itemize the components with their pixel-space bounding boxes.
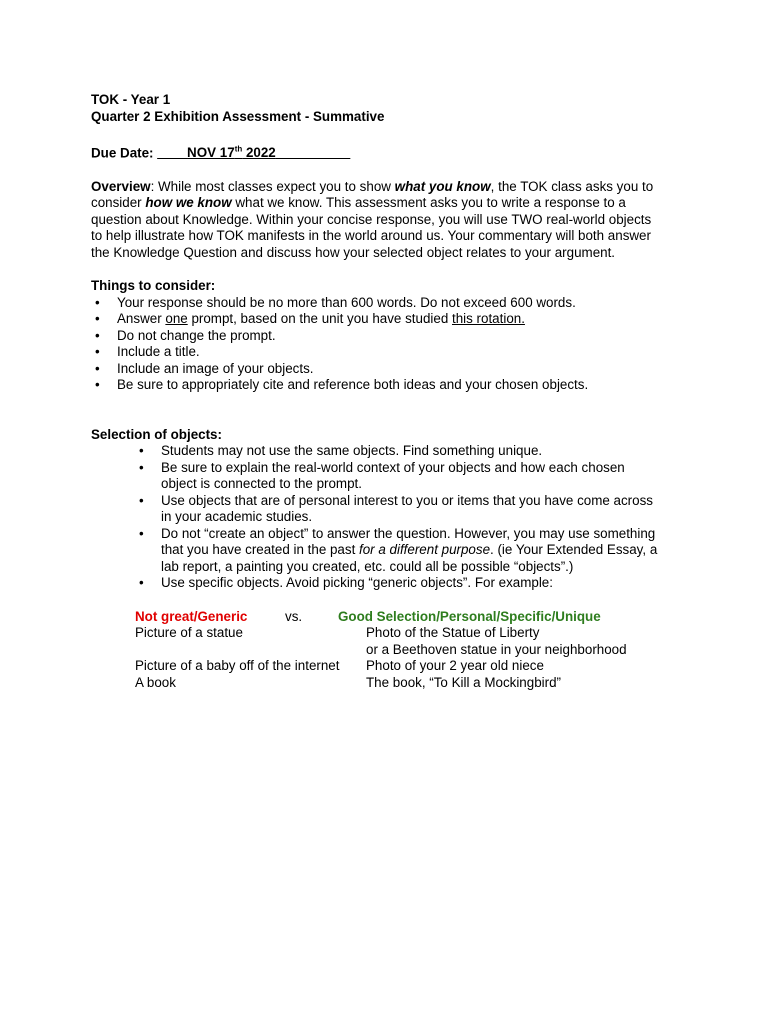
due-date-value bbox=[157, 145, 350, 160]
list-item bbox=[135, 526, 661, 576]
list-item-text: Do not “create an object” to answer the question. However, you may use something that you have created in the past bbox=[161, 525, 656, 558]
good-example: Photo of your 2 year old niece bbox=[366, 658, 544, 674]
list-item-text: Be sure to appropriately cite and reference both ideas and your chosen objects. bbox=[117, 377, 589, 393]
overview-text: , the TOK class asks you to bbox=[490, 178, 654, 194]
good-header: Good Selection/Personal/Specific/Unique bbox=[338, 608, 601, 624]
due-date-date: NOV 17 bbox=[187, 145, 235, 161]
list-item-text: Use objects that are of personal interest to you or items that you have come across in your academic studies. bbox=[161, 492, 653, 525]
due-date-trail: __________ bbox=[275, 145, 351, 161]
bullet-icon: • bbox=[139, 525, 144, 541]
due-date-sup: th bbox=[234, 145, 243, 154]
due-date-line bbox=[91, 142, 691, 162]
section-title: Things to consider: bbox=[91, 278, 216, 294]
bullet-icon: • bbox=[139, 492, 144, 508]
list-item-text: Students may not use the same objects. Find something unique. bbox=[161, 443, 543, 459]
list-item-text: prompt, based on the unit you have studied bbox=[187, 311, 452, 327]
overview-text: consider bbox=[91, 195, 146, 211]
bullet-icon: • bbox=[95, 327, 100, 343]
generic-example: Picture of a baby off of the internet bbox=[135, 658, 340, 674]
bullet-icon: • bbox=[95, 294, 100, 310]
list-item-text: Do not change the prompt. bbox=[117, 327, 276, 343]
due-date-year: 2022 bbox=[242, 145, 276, 161]
list-item-text: Use specific objects. Avoid picking “generic objects”. For example: bbox=[161, 575, 553, 591]
versus-label: vs. bbox=[285, 608, 303, 624]
good-example: Photo of the Statue of Liberty bbox=[366, 625, 540, 641]
section-title: Selection of objects: bbox=[91, 426, 222, 442]
list-item bbox=[135, 575, 661, 592]
bullet-icon: • bbox=[139, 575, 144, 591]
list-item-emphasis: this rotation. bbox=[452, 311, 525, 327]
overview-text: the Knowledge Question and discuss how your selected object relates to your argument. bbox=[91, 244, 616, 260]
bullet-icon: • bbox=[95, 311, 100, 327]
list-item bbox=[91, 361, 691, 378]
list-item bbox=[135, 493, 661, 526]
list-item-text: Your response should be no more than 600 words. Do not exceed 600 words. bbox=[117, 294, 576, 310]
overview-text: question about Knowledge. Within your concise response, you will use TWO real-world objects bbox=[91, 211, 652, 227]
overview-emphasis: what you know bbox=[394, 178, 491, 194]
bullet-icon: • bbox=[139, 443, 144, 459]
bullet-icon: • bbox=[139, 459, 144, 475]
list-item bbox=[91, 377, 691, 394]
good-example: The book, “To Kill a Mockingbird” bbox=[366, 674, 561, 690]
list-item-text: Include an image of your objects. bbox=[117, 360, 314, 376]
assessment-title: Quarter 2 Exhibition Assessment - Summative bbox=[91, 108, 385, 124]
generic-header: Not great/Generic bbox=[135, 608, 248, 624]
selection-list bbox=[135, 443, 691, 592]
bullet-icon: • bbox=[95, 377, 100, 393]
overview-emphasis: how we know bbox=[145, 195, 232, 211]
generic-example: A book bbox=[135, 674, 176, 690]
overview-label: Overview bbox=[91, 178, 151, 194]
overview-text: what we know. This assessment asks you to write a response to a bbox=[231, 195, 626, 211]
list-item-text: Answer bbox=[117, 311, 166, 327]
document-page bbox=[91, 92, 691, 699]
good-example: or a Beethoven statue in your neighborhood bbox=[366, 641, 627, 657]
generic-example: Picture of a statue bbox=[135, 625, 243, 641]
document-heading bbox=[91, 92, 691, 125]
list-item-text: . (ie Your Extended Essay, a lab report, a painting you created, etc. could all be possible “objects”.) bbox=[161, 542, 658, 574]
list-item-text: Include a title. bbox=[117, 344, 200, 360]
comparison-table bbox=[135, 609, 691, 699]
overview-text: to help illustrate how TOK manifests in the world around us. Your commentary will both answer bbox=[91, 228, 651, 244]
bullet-icon: • bbox=[95, 344, 100, 360]
consider-list bbox=[91, 295, 691, 394]
overview-paragraph bbox=[91, 179, 691, 262]
due-date-lead: ____ bbox=[157, 145, 188, 161]
list-item bbox=[91, 311, 691, 328]
list-item bbox=[91, 344, 691, 361]
things-to-consider-section bbox=[91, 278, 691, 394]
list-item-emphasis: one bbox=[165, 311, 188, 327]
course-title: TOK - Year 1 bbox=[91, 92, 171, 107]
selection-of-objects-section bbox=[91, 427, 691, 592]
list-item bbox=[135, 443, 661, 460]
list-item bbox=[91, 295, 691, 312]
due-date-label: Due Date: bbox=[91, 145, 154, 161]
list-item bbox=[135, 460, 661, 493]
list-item-text: Be sure to explain the real-world context of your objects and how each chosen object is connected to the prompt. bbox=[161, 459, 625, 492]
overview-text: : While most classes expect you to show bbox=[150, 178, 395, 194]
list-item-emphasis: for a different purpose bbox=[359, 542, 491, 558]
list-item bbox=[91, 328, 691, 345]
bullet-icon: • bbox=[95, 360, 100, 376]
